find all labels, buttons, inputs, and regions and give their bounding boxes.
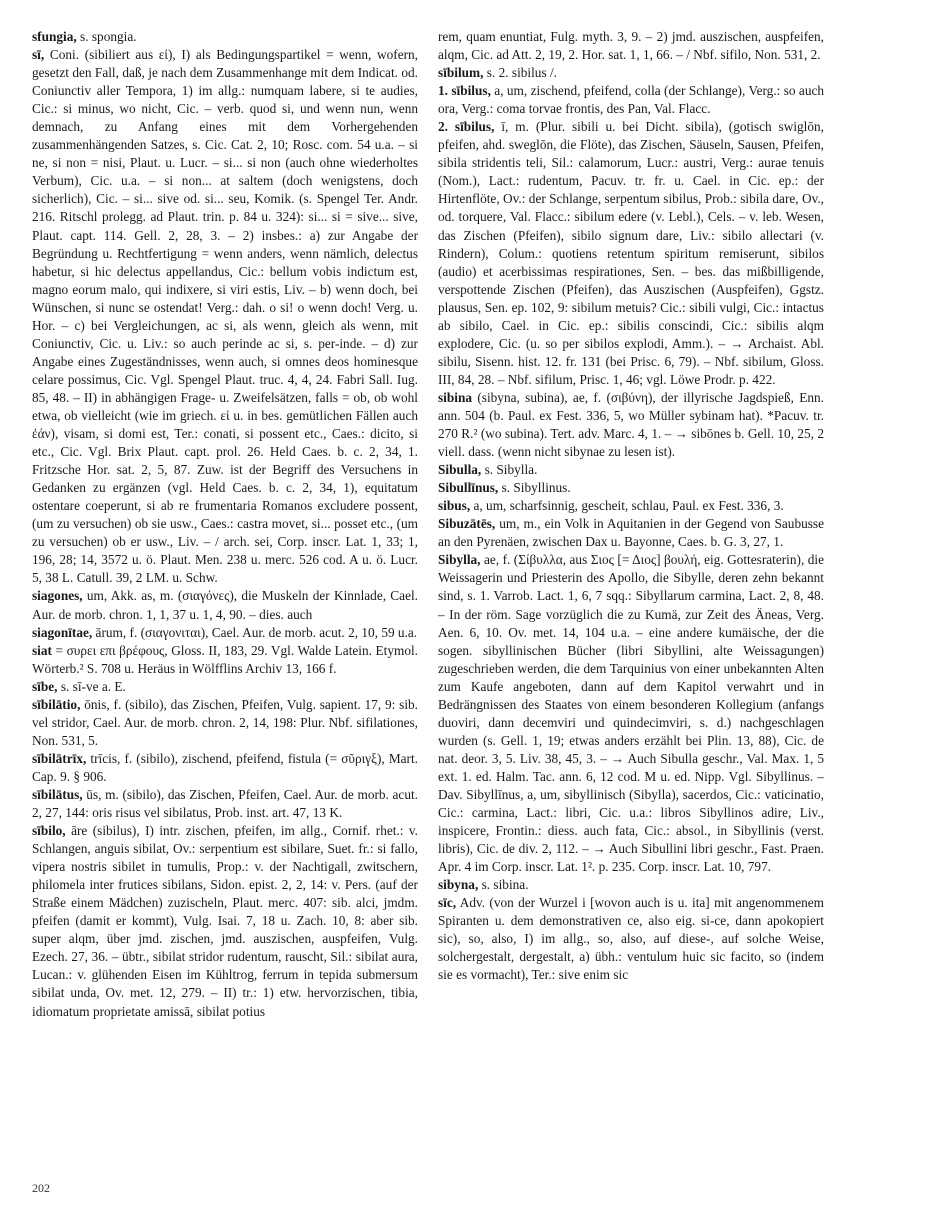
headword: siagonītae, <box>32 624 93 640</box>
headword: Sibuzātēs, <box>438 516 496 532</box>
headword: siagones, <box>32 588 83 604</box>
headword: 1. sībilus, <box>438 83 491 99</box>
entry-text: a, um, scharfsinnig, gescheit, schlau, Paul. ex Fest. 336, 3. <box>473 498 784 514</box>
entry-text: s. Sibyllinus. <box>501 480 571 496</box>
headword: sī, <box>32 47 45 63</box>
headword: Sibullīnus, <box>438 480 499 496</box>
entry-text: ūs, m. (sibilo), das Zischen, Pfeifen, Cael. Aur. de morb. acut. 2, 27, 144: oris risus vel sibilatus, Prob. inst. art. 47, 13 K. <box>32 786 418 821</box>
entry-text: s. sibina. <box>481 877 529 893</box>
headword: sībilātio, <box>32 696 81 712</box>
entry-text: ī, m. (Plur. sibili u. bei Dicht. sibila), (gotisch swiglōn, pfeifen, ahd. sweglōn, die Flöte), das Zischen, Säuseln, Sausen, Pfeifen, sibila stridentis teli, Sil.: calamorum, Lucr.: austri, Verg.: aurae tenuis (Nom.), Lact.: rudentum, Pacuv. tr. fr. u. Cael. in Cic. ep.: der Hirtenflöte, Ov.: der Schlange, serpentum sibilus, Prob.: sibila dare, Ov., od. torquere, Val. Flacc.: sibilum edere (v. Lebl.), Cels. – v. leb. Wesen, das Zischen (Pfeifen), sibilo signum dare, Liv.: sibilo allectari (v. Rindern), Colum.: quotiens retentum spiritum remiserunt, sibilos (audio) et acerbissimas respirationes, Sen. – bes. das mißbilligende, verspottende Zischen (Pfeifen), das Auszischen (Auspfeifen), Ggstz. plausus, Sen. ep. 102, 9: sibilum metuis? Cic.: sibili vulgi, Cic.: intactus ab sibilo, Cael. in Cic. ep.: sibilis conscindi, Cic.: sibilis alqm explodere, Cic. (u. so per sibilos explodi, Amm.). – → Archaist. Abl. sibilu, Sisenn. hist. 12. fr. 131 (bei Prisc. 6, 79). – Nbf. sibilum, Gloss. III, 84, 28. – Nbf. sifilum, Prisc. 1, 46; vgl. Löwe Prodr. p. 422. <box>438 119 824 387</box>
dictionary-entry <box>32 587 418 623</box>
dictionary-entry <box>32 28 418 46</box>
dictionary-entry <box>438 82 824 118</box>
dictionary-entry <box>32 696 418 750</box>
dictionary-entry <box>438 497 824 515</box>
headword: 2. sībilus, <box>438 119 495 135</box>
dictionary-entry <box>32 642 418 678</box>
headword: sfungia, <box>32 29 77 44</box>
dictionary-entry <box>438 551 824 876</box>
dictionary-entry <box>438 479 824 497</box>
dictionary-entry <box>32 822 418 1021</box>
entry-text: āre (sibilus), I) intr. zischen, pfeifen, im allg., Cornif. rhet.: v. Schlangen, anguis sibilat, Ov.: serpentium est sibilare, Suet. fr.: si fallo, vipera nostris sibilet in tumulis, Prop.: v. der Nachtigall, zwitschern, philomela inter frutices sibilans, Sidon. epist. 2, 2, 14: v. Pers. (auf der Straße einem Mädchen) zuzischeln, Plaut. merc. 407: sib. alci, jmdm. pfeifen (damit er kommt), Vulg. Isai. 7, 18 u. Zach. 10, 8: aber sib. super alqm, über jmd. zischen, jmd. auszischen, auspfeifen, Vulg. Ezech. 27, 36. – übtr., sibilat stridor rudentum, rauscht, Sil.: sibilat aura, Lucan.: v. glühenden Eisen im Kühltrog, ferrum in tepida submersum sibilat unda, Ov. met. 12, 279. – II) tr.: 1) etw. hervorzischen, tibia, idiomatum proprietate amissā, sibilat potius <box>32 823 419 1019</box>
headword: sībe, <box>32 678 58 694</box>
entry-text: um, Akk. as, m. (σιαγόνες), die Muskeln der Kinnlade, Cael. Aur. de morb. chron. 1, 1, 37 u. 1, 4, 90. – dies. auch <box>32 588 418 622</box>
dictionary-entry <box>438 876 824 894</box>
headword: sibina <box>438 389 473 405</box>
dictionary-entry <box>32 624 418 642</box>
headword: Sibylla, <box>438 552 481 568</box>
dictionary-entry <box>438 515 824 551</box>
headword: sīc, <box>438 895 457 911</box>
headword: sibyna, <box>438 877 479 893</box>
dictionary-entry <box>438 28 824 64</box>
entry-text: (sibyna, subina), ae, f. (σιβύνη), der illyrische Jagdspieß, Enn. ann. 504 (b. Paul. ex Fest. 336, 5, wo Müller sybinam hat). *Pacuv. tr. 270 R.² (wo subina). Tert. adv. Marc. 4, 1. – → sibōnes b. Gell. 10, 25, 2 viell. dass. (wenn nicht sibynae zu lesen ist). <box>438 389 824 460</box>
right-column <box>438 28 824 984</box>
dictionary-entry <box>438 389 824 461</box>
entry-text: a, um, zischend, pfeifend, colla (der Schlange), Verg.: so auch ora, Verg.: coma torvae frontis, des Pan, Val. Flacc. <box>438 83 825 117</box>
dictionary-entry <box>32 678 418 696</box>
entry-text: ārum, f. (σιαγονιται), Cael. Aur. de morb. acut. 2, 10, 59 u.a. <box>95 624 418 640</box>
entry-text: ae, f. (Σίβυλλα, aus Σιος [= Διος] βουλή, eig. Gottesraterin), die Weissagerin und Priesterin des Apollo, die Sibylle, deren zehn bekannt sind, s. 1. Varrob. Lact. 1, 6, 7 sqq.: Sibyllarum carmina, Lact. 2, 8, 48. – In der röm. Sage vorzüglich die zu Kumä, zur Zeit des Äneas, Verg. Aen. 6, 10. Ov. met. 14, 104 u.a. – eine andere kumäische, der die sogen. sibyllinischen Bücher (libri Sibyllini, alte Weissagungen) zugeschrieben werden, die dem Tarquinius von einer unbekannten Alten zum Kaufe angeboten, dann auf dem Kapitol verwahrt und in Bedrängnissen des Staates von einem besonderen Kollegium (anfangs duoviri, dann decemviri und quindecimviri, s. d.) nachgeschlagen wurden (s. Gell. 1, 19; etwas anders erzählt bei Plin. 13, 88), Cic. de nat. deor. 3, 5. Liv. 38, 45, 3. – → Auch Sibulla geschr., Val. Max. 1, 5 ext. 1. ed. Halm. Tac. ann. 6, 12 cod. M u. ed. Nipp. Vgl. Sibyllinus. – Dav. Sibyllīnus, a, um, sibyllinisch (Sibylla), sacerdos, Cic.: vaticinatio, Cic.: carmina, Lact.: libri, Cic. u.a.: libros Sibyllinos adire, Liv., inspicere, Frontin.: diess. auch fata, Cic.: absol., in Sibyllinis (verst. libris), Cic. de div. 2, 112. – → Auch Sibullini libri geschr., Fast. Praen. Apr. 4 im Corp. inscr. Lat. 1². p. 235. Corp. inscr. Lat. 10, 797. <box>438 552 824 875</box>
headword: sībilo, <box>32 823 66 839</box>
entry-text: rem, quam enuntiat, Fulg. myth. 3, 9. – 2) jmd. auszischen, auspfeifen, alqm, Cic. ad Att. 2, 19, 2. Hor. sat. 1, 1, 66. – / Nbf. sifilo, Non. 531, 2. <box>438 29 824 63</box>
entry-text: ōnis, f. (sibilo), das Zischen, Pfeifen, Vulg. sapient. 17, 9: sib. vel stridor, Cael. Aur. de morb. chron. 2, 14, 198: Plur. Nbf. sifilationes, Non. 531, 5. <box>32 696 418 748</box>
dictionary-entry <box>438 894 824 984</box>
entry-text: s. Sibylla. <box>484 462 538 478</box>
entry-text: trīcis, f. (sibilo), zischend, pfeifend, fistula (= σῦριγξ), Mart. Cap. 9. § 906. <box>32 750 418 784</box>
entry-text: Coni. (sibiliert aus εἰ), I) als Bedingungspartikel = wenn, wofern, gesetzt den Fall, daß, je nach dem Zusammenhange mit dem Indicat. od. Coniunctiv aller Tempora, 1) im allg.: numquam labere, si te audies, Cic.: si minus, wo nicht, Cic. – verb. quod si, und wenn nun, wenn demnach, zu Anfang eines mit dem Vorhergehenden zusammenhängenden Satzes, s. Cic. Cat. 2, 10; Rosc. com. 54 u.a. – si ne, si non = nisi, Plaut. u. Lucr. – si... si non (auch ohne wiederholtes Verbum), Cic. u.a. – si non... at saltem (doch wenigstens, doch sicherlich), Cic. – si... sive od. si... seu, Komik. (s. Spengel Ter. Andr. 216. Ritschl prolegg. ad Plaut. trin. p. 84 u. 324): si... si = sive... sive, Plaut. capt. 114. Gell. 2, 28, 3. – 2) insbes.: a) zur Angabe der Begründung u. Rechtfertigung = wenn anders, wenn nämlich, delectus habetur, si hic delectus appellandus, Cic.: bellum vobis indictum est, magno eorum malo, qui indixere, si viri estis, Liv. – b) wenn doch, bei Wünschen, si nunc se ostendat! Verg.: dah. o si! o wenn doch! Verg. u. Hor. – c) bei Vergleichungen, ac si, als wenn, gleich als wenn, mit Coniunctiv, Cic. u. Liv.: so auch perinde ac si, s. per-inde. – d) zur Angabe eines Zugeständnisses, wenn auch, si omnes deos hominesque celare possimus, Cic. Vgl. Spengel Plaut. truc. 4, 4, 24. Fabri Sall. Iug. 85, 48. – II) in abhängigen Frage- u. Zweifelsätzen, falls = ob, ob wohl etwa, ob vielleicht (wie im griech. εἰ u. in bes. gemütlichen Fällen auch ἐάν), visam, si domi est, Ter.: conati, si possent etc., Caes.: dicito, si etc., Cic. Vgl. Brix Plaut. capt. prol. 26. Held Caes. b. c. 2, 34, 1. Fritzsche Hor. sat. 2, 5, 87. Zuw. ist der Begriff des Versuchens in Gedanken zu ergänzen (vgl. Held Caes. b. c. 2, 34, 1), equitatum ostentare coeperunt, si ab re frumentaria Romanos excludere possent, (um zu versuchen) ob sie usw., Caes.: castra movet, si... posset etc., (um zu versuchen) ob er usw., Liv. – / arch. sei, Corp. inscr. Lat. 1, 33; 1, 196, 28; 14, 3572 u. ö. Plaut. Men. 238 u. merc. 526 cod. A u. ö. Lucr. 5, 38 L. Catull. 39, 2 LM. u. Schw. <box>32 47 418 586</box>
headword: sībilātus, <box>32 786 83 802</box>
entry-text: um, m., ein Volk in Aquitanien in der Gegend von Saubusse an den Pyrenäen, zwischen Dax u. Bayonne, Caes. b. G. 3, 27, 1. <box>438 516 824 550</box>
page-number: 202 <box>32 1181 50 1195</box>
headword: sībilum, <box>438 65 484 81</box>
headword: sibus, <box>438 498 471 514</box>
dictionary-entry <box>438 461 824 479</box>
entry-text: s. spongia. <box>80 29 137 44</box>
headword: sībilātrīx, <box>32 750 87 766</box>
entry-text: s. 2. sibilus /. <box>486 65 557 81</box>
dictionary-entry <box>32 750 418 786</box>
entry-text: Adv. (von der Wurzel i [wovon auch is u. ita] mit angenommenem Spiranten u. dem demonstrativen ce, also eig. si-ce, dann apokopiert sic), so, also, I) im allg., so, also, auf diese-, auf solche Weise, solchergestalt, dergestalt, a) übh.: ventulum huic sic facito, so (indem sie es vormacht), Ter.: sive enim sic <box>438 895 825 983</box>
dictionary-entry <box>438 118 824 389</box>
headword: siat <box>32 642 52 658</box>
headword: Sibulla, <box>438 462 482 478</box>
entry-text: s. sī-ve a. E. <box>60 678 126 694</box>
dictionary-entry <box>32 46 418 587</box>
dictionary-entry <box>438 64 824 82</box>
dictionary-entry <box>32 786 418 822</box>
entry-text: = συρει επι βρέφους, Gloss. II, 183, 29. Vgl. Walde Latein. Etymol. Wörterb.² S. 708 u. Heräus in Wölfflins Archiv 13, 166 f. <box>32 642 419 676</box>
left-column <box>32 28 418 1021</box>
